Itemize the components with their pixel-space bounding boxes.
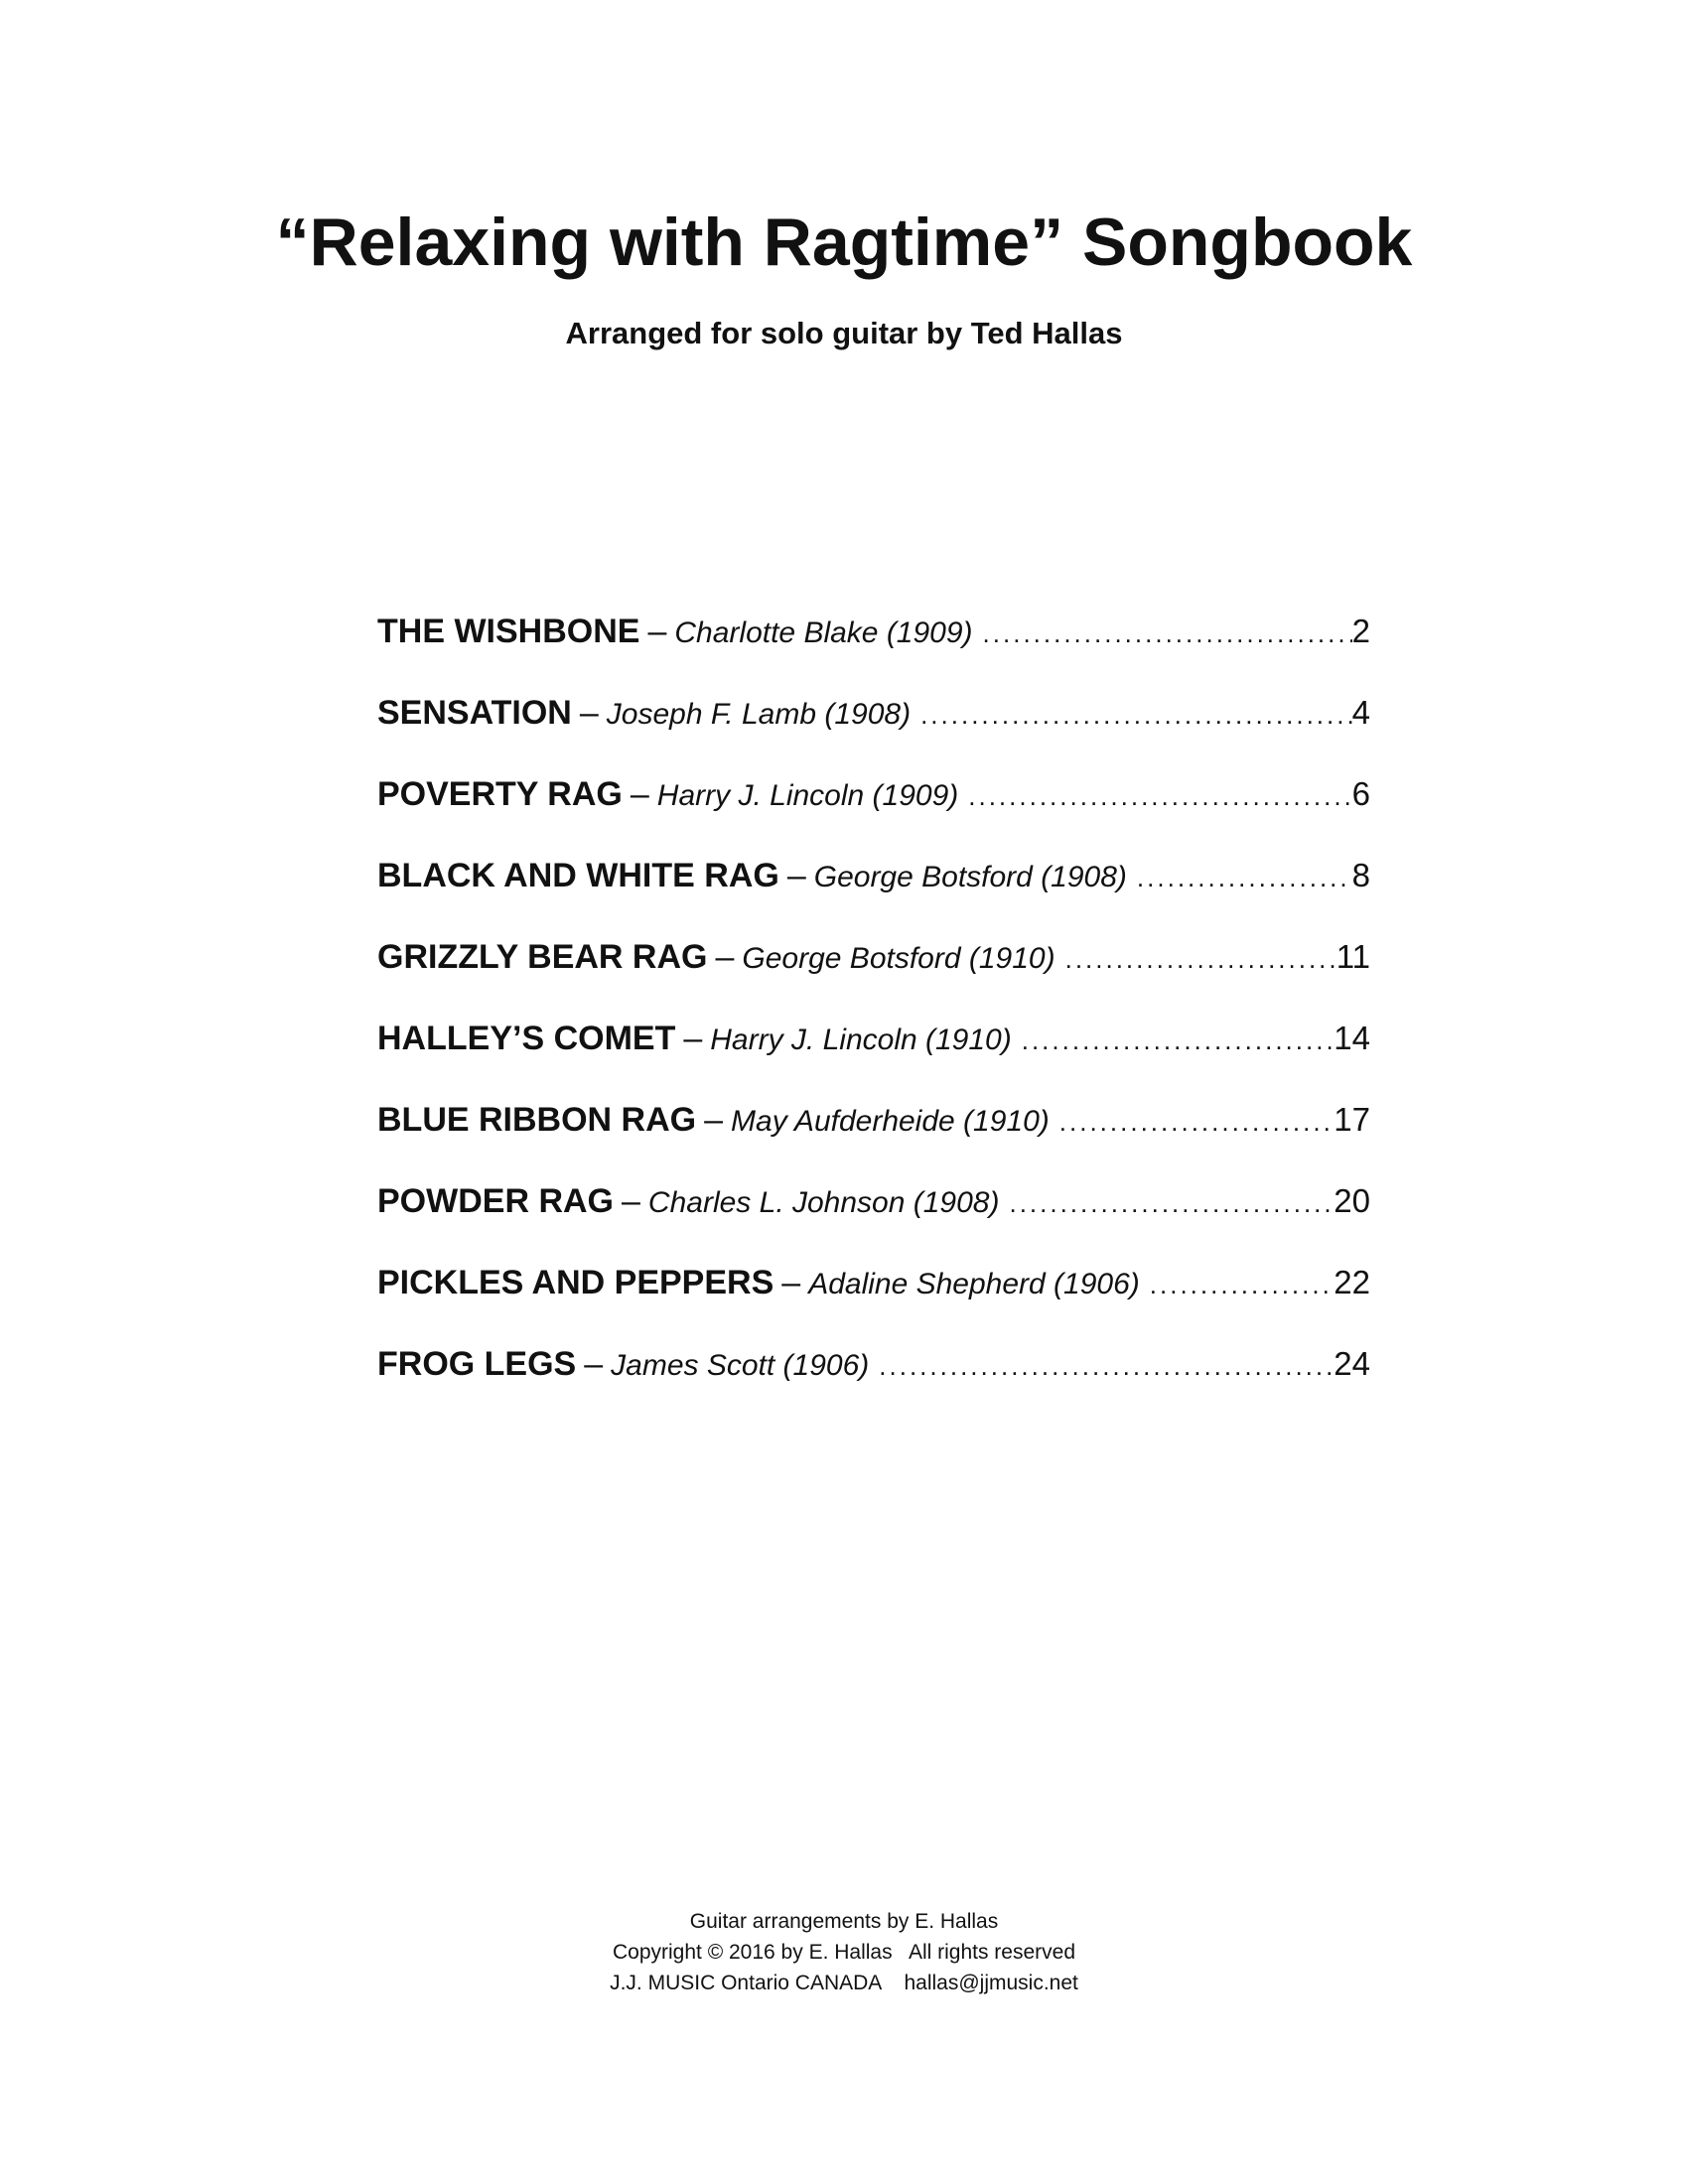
page-number: 6 (1351, 775, 1370, 812)
toc-entry (377, 1018, 1370, 1099)
dot-leader (973, 613, 1352, 654)
song-title: POVERTY RAG (377, 775, 623, 813)
toc-entry (377, 611, 1370, 692)
dot-leader (869, 1345, 1334, 1387)
toc-entry (377, 1262, 1370, 1343)
page-title: “Relaxing with Ragtime” Songbook (275, 205, 1413, 280)
dot-leader (1127, 857, 1352, 898)
song-title: HALLEY’S COMET (377, 1020, 676, 1057)
footer-contact: J.J. MUSIC Ontario CANADA hallas@jjmusic.net (610, 1972, 1078, 1994)
separator: – (781, 1264, 801, 1301)
separator: – (715, 938, 735, 976)
song-title: BLACK AND WHITE RAG (377, 857, 779, 894)
composer: May Aufderheide (1910) (731, 1105, 1050, 1138)
page-number: 20 (1334, 1182, 1370, 1219)
toc-entry (377, 1343, 1370, 1425)
song-title: SENSATION (377, 694, 572, 732)
toc-entry (377, 692, 1370, 773)
separator: – (683, 1020, 703, 1057)
page-number: 4 (1351, 694, 1370, 731)
dot-leader (1050, 1101, 1335, 1143)
composer: George Botsford (1908) (813, 861, 1127, 893)
page-number: 22 (1334, 1264, 1370, 1300)
toc-entry (377, 1180, 1370, 1262)
dot-leader (1055, 938, 1336, 980)
song-title: PICKLES AND PEPPERS (377, 1264, 774, 1301)
page-number: 11 (1336, 938, 1370, 975)
composer: Harry J. Lincoln (1909) (656, 779, 959, 812)
dot-leader (958, 775, 1351, 817)
song-title: GRIZZLY BEAR RAG (377, 938, 708, 976)
dot-leader (1012, 1020, 1335, 1061)
dot-leader (999, 1182, 1334, 1224)
separator: – (584, 1345, 604, 1383)
page-number: 2 (1351, 613, 1370, 649)
separator: – (704, 1101, 724, 1139)
separator: – (579, 694, 599, 732)
page-number: 14 (1334, 1020, 1370, 1056)
dot-leader (911, 694, 1352, 736)
table-of-contents (377, 611, 1370, 1425)
page-number: 24 (1334, 1345, 1370, 1382)
toc-entry (377, 936, 1370, 1018)
toc-entry (377, 773, 1370, 855)
toc-entry (377, 1099, 1370, 1180)
composer: Harry J. Lincoln (1910) (710, 1024, 1012, 1056)
footer-copyright: Copyright © 2016 by E. Hallas All rights reserved (612, 1941, 1076, 1964)
page-number: 8 (1351, 857, 1370, 893)
separator: – (622, 1182, 640, 1220)
song-title: FROG LEGS (377, 1345, 577, 1383)
composer: James Scott (1906) (611, 1349, 870, 1382)
page-number: 17 (1334, 1101, 1370, 1138)
toc-entry (377, 855, 1370, 936)
song-title: BLUE RIBBON RAG (377, 1101, 697, 1139)
dot-leader (1140, 1264, 1335, 1305)
song-title: POWDER RAG (377, 1182, 614, 1220)
song-title: THE WISHBONE (377, 613, 640, 650)
composer: Charlotte Blake (1909) (674, 616, 973, 649)
composer: George Botsford (1910) (742, 942, 1055, 975)
page-subtitle: Arranged for solo guitar by Ted Hallas (565, 316, 1123, 350)
separator: – (786, 857, 806, 894)
composer: Joseph F. Lamb (1908) (606, 698, 912, 731)
composer: Charles L. Johnson (1908) (647, 1186, 1000, 1219)
separator: – (630, 775, 649, 813)
composer: Adaline Shepherd (1906) (808, 1268, 1140, 1300)
footer-credit: Guitar arrangements by E. Hallas (689, 1910, 999, 1933)
footer (0, 1906, 1688, 1998)
separator: – (647, 613, 667, 650)
